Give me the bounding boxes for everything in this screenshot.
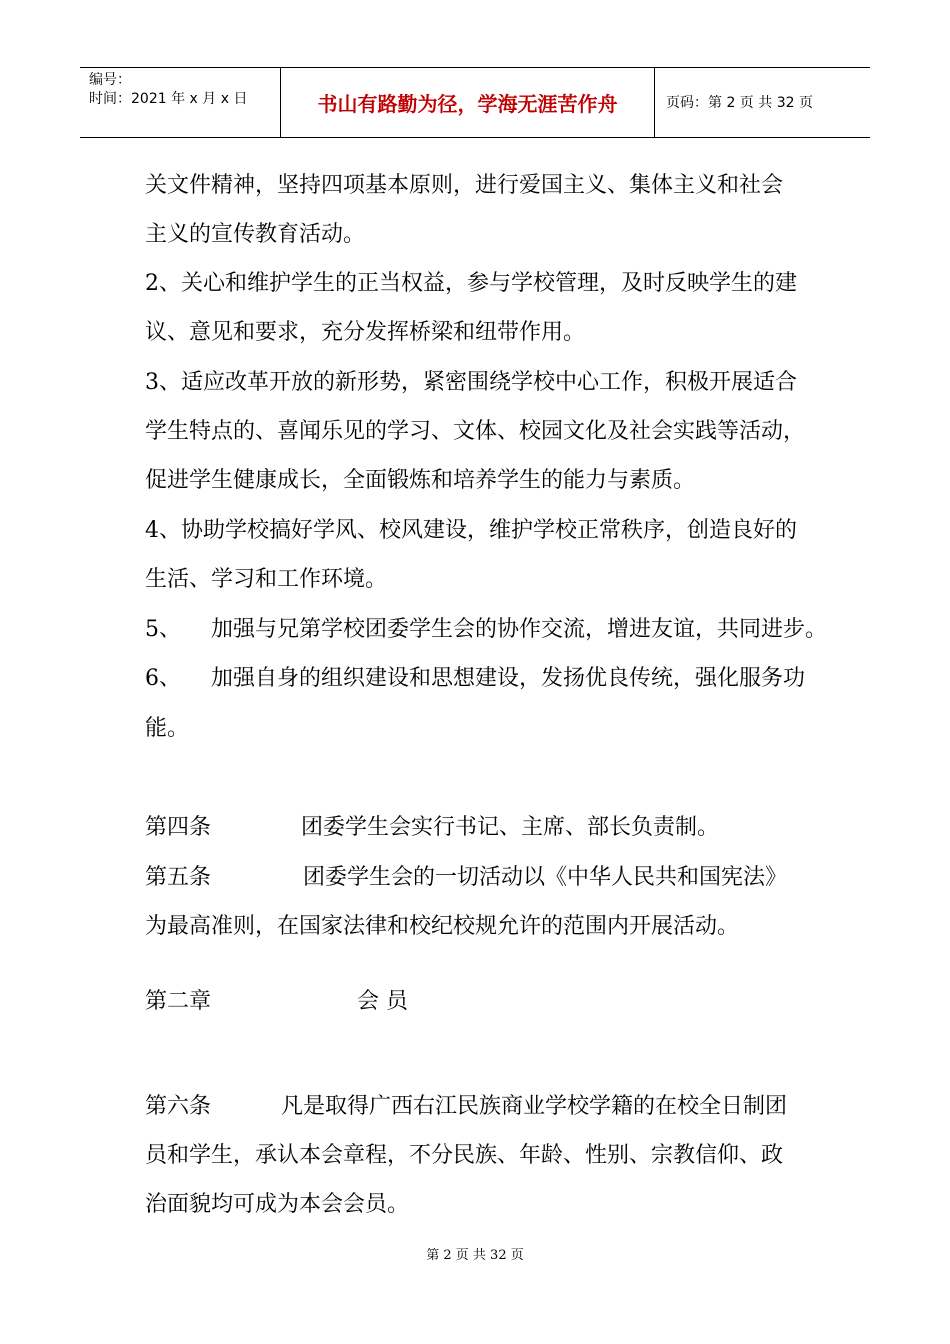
document-number-label: 编号： bbox=[89, 72, 131, 88]
list-item-6-line: 能。 bbox=[145, 716, 190, 741]
list-item-4-line: 生活、学习和工作环境。 bbox=[145, 567, 388, 592]
article-5-label: 第五条 bbox=[145, 865, 212, 890]
article-6-line: 治面貌均可成为本会会员。 bbox=[145, 1192, 410, 1217]
list-item-5-text: 加强与兄第学校团委学生会的协作交流，增进友谊，共同进步。 bbox=[211, 617, 828, 642]
article-4 bbox=[145, 814, 719, 842]
article-5 bbox=[145, 864, 787, 892]
list-item-3-line: 3、适应改革开放的新形势，紧密围绕学校中心工作，积极开展适合 bbox=[145, 370, 797, 395]
list-item-5-number: 5、 bbox=[145, 617, 181, 642]
article-6 bbox=[145, 1093, 787, 1121]
article-6-label: 第六条 bbox=[145, 1094, 212, 1119]
article-6-text: 凡是取得广西右江民族商业学校学籍的在校全日制团 bbox=[281, 1094, 788, 1119]
article-4-text: 团委学生会实行书记、主席、部长负责制。 bbox=[301, 815, 720, 840]
header-page-info: 页码：第 2 页 共 32 页 bbox=[666, 95, 813, 111]
document-header bbox=[80, 67, 870, 138]
list-item-2-line: 2、关心和维护学生的正当权益，参与学校管理，及时反映学生的建 bbox=[145, 271, 797, 296]
article-4-label: 第四条 bbox=[145, 815, 212, 840]
header-motto: 书山有路勤为径，学海无涯苦作舟 bbox=[317, 92, 618, 116]
list-item-6-text: 加强自身的组织建设和思想建设，发扬优良传统，强化服务功 bbox=[211, 666, 806, 691]
list-item-5 bbox=[145, 616, 827, 644]
list-item-4-line: 4、协助学校搞好学风、校风建设，维护学校正常秩序，创造良好的 bbox=[145, 518, 797, 543]
list-item-6-number: 6、 bbox=[145, 666, 181, 691]
paragraph-line: 关文件精神，坚持四项基本原则，进行爱国主义、集体主义和社会 bbox=[145, 173, 784, 198]
header-right-cell bbox=[654, 68, 870, 137]
article-6-line: 员和学生，承认本会章程，不分民族、年龄、性别、宗教信仰、政 bbox=[145, 1143, 784, 1168]
document-time: 时间：2021 年 x 月 x 日 bbox=[89, 91, 248, 107]
header-center-cell bbox=[280, 68, 655, 137]
list-item-3-line: 学生特点的、喜闻乐见的学习、文体、校园文化及社会实践等活动， bbox=[145, 419, 806, 444]
chapter-label: 第二章 bbox=[145, 989, 212, 1014]
list-item-6 bbox=[145, 665, 805, 693]
page-footer: 第 2 页 共 32 页 bbox=[426, 1248, 524, 1263]
article-5-text: 团委学生会的一切活动以《中华人民共和国宪法》 bbox=[303, 865, 788, 890]
list-item-3-line: 促进学生健康成长，全面锻炼和培养学生的能力与素质。 bbox=[145, 468, 696, 493]
article-5-line: 为最高准则，在国家法律和校纪校规允许的范围内开展活动。 bbox=[145, 914, 740, 939]
list-item-2-line: 议、意见和要求，充分发挥桥梁和纽带作用。 bbox=[145, 320, 586, 345]
header-left-cell bbox=[80, 68, 280, 137]
chapter-title: 会 员 bbox=[357, 989, 409, 1014]
paragraph-line: 主义的宣传教育活动。 bbox=[145, 222, 366, 247]
chapter-heading bbox=[145, 988, 408, 1016]
